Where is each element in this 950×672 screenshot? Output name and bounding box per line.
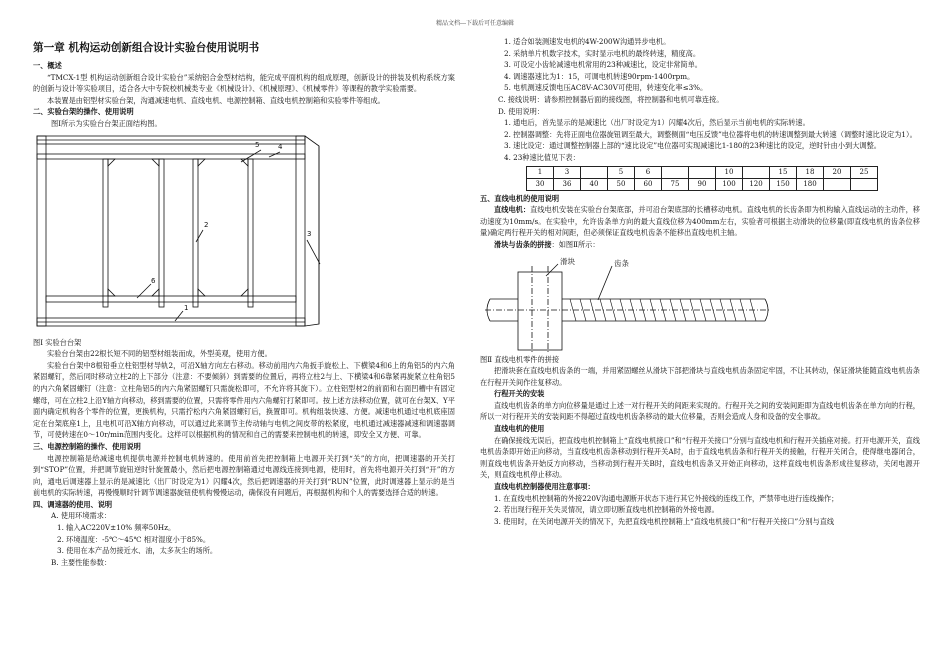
table-cell: 60	[635, 178, 662, 190]
table-cell: 25	[851, 166, 878, 178]
column	[159, 159, 164, 307]
list-item: 1. 适合如装测速发电机的4W-200W沟通异步电机。	[504, 37, 671, 46]
table-row	[527, 166, 878, 178]
list-item: 2. 环境温度：-5℃～45℃ 相对湿度小于85%。	[57, 534, 211, 544]
table-cell: 5	[608, 166, 635, 178]
page-header: 精品文档---下载后可任意编辑	[435, 20, 515, 27]
list-item: D. 使用说明：	[498, 106, 545, 116]
label-rack: 齿条	[614, 258, 629, 268]
table-cell: 18	[797, 166, 824, 178]
paragraph: 本装置是由铝型材实验台架，沟通减速电机、直线电机、电源控制箱、直线电机控制箱和实验零件等组成。	[47, 95, 385, 105]
column	[193, 159, 198, 307]
upper-crossbar	[37, 154, 305, 159]
section-heading: 三、电源控制箱的操作、使用说明	[33, 441, 141, 451]
table-cell: 30	[527, 178, 554, 190]
paragraph-text: 直线电机安装在实验台台架底部，并可沿台架底部的长槽移动电机。直线电机的长齿条即为机构输入直线运动的主动件，移动速度为10mm/s。在实验中，允许齿条单方向的最大直线位移为400mm左右，实验者可根据主动滑块的位移量(即直线电机的齿条位移量)确定两行程开关的相对间距，但必须保证直线电机齿条不能移出直线电机主轴。	[480, 205, 920, 238]
section-heading: 五、直线电机的使用说明	[480, 193, 560, 203]
table-cell	[851, 178, 878, 190]
left-column	[33, 40, 455, 568]
list-item: 1. 在直线电机控制箱的外接220V沟通电源断开状态下进行其它外接线的连线工作，严禁带电进行连线操作；	[494, 493, 839, 503]
paragraph-text: ：如图Ⅱ所示：	[551, 239, 600, 249]
figure-rack-assembly	[480, 254, 920, 354]
table-cell: 1	[527, 166, 554, 178]
paragraph: 实验台台架中8根铅垂立柱铝型材导轨2，可沿X轴方向左右移动。移动前用内六角扳手旋松上、下横梁4和6上的角铝5的内六角紧固螺钉，然后同时移动立柱2的上下部分（注意：不要倾斜）到需要的位置后，再将立柱2与上、下横梁4和6靠紧再旋紧立柱角铝5的内六角紧固螺钉（注意：立柱角铝5的内六角紧固螺钉只需旋松即可，不允许将其旋下）。立柱铝型材2的前面和右面凹槽中有固定螺母，可在立柱2上沿Y轴方向移动，移到需要的位置，只需将零件用内六角螺钉打紧即可。按上述方法移动位置，就可在台架X、Y平面内确定机构各个零件的位置，更换机构，只需拧松内六角紧固螺钉后，换置即可。机构组装快速、方便。减速电机通过电机底座固定在台架底座1上，且电机可沿X轴方向移动，可以通过此来调节主传动轴与电机之间皮带的松紧度，电机通过减速器减速和调速器调节，可使转速在0～10r/min范围内变化。这样可以根据机构的情况和自己的需要来控制电机的转速，即安全又方便、可靠。	[33, 360, 455, 440]
list-item: 1. 通电后，首先显示的是减速比（出厂时设定为1）闪耀4次后，然后显示当前电机的实际转速。	[504, 118, 810, 128]
rack-svg	[480, 254, 920, 354]
list-item: 1. 输入AC220V±10% 频率50Hz。	[57, 523, 176, 533]
list-item: 3. 使用在本产品勿接近水、油，太多灰尘的场所。	[57, 546, 218, 556]
list-item: B. 主要性能参数：	[51, 557, 112, 567]
label-slider: 滑块	[560, 256, 575, 266]
speed-ratio-table	[526, 166, 878, 191]
label-3: 3	[307, 229, 312, 238]
table-cell	[689, 166, 716, 178]
subheading: 直线电机控制器使用注意事项：	[494, 482, 595, 492]
table-cell: 75	[662, 178, 689, 190]
inline-heading: 直线电机：	[494, 205, 531, 215]
left-post	[37, 136, 46, 326]
list-item: C. 接线说明：请参照控制器后面的接线图，将控制器和电机可靠连接。	[498, 94, 724, 104]
column	[248, 159, 253, 307]
inline-heading: 滑块与齿条的拼接	[494, 239, 552, 249]
table-cell: 10	[716, 166, 743, 178]
table-cell: 90	[689, 178, 716, 190]
paragraph: 实验台台架由22根长短不同的铝型材组装而成，外型美观，使用方便。	[47, 349, 272, 359]
paragraph: 直线电机齿条的单方向位移量是通过上述一对行程开关的间距来实现的。行程开关之间的安装间距即为直线电机齿条在单方向的行程，所以一对行程开关的安装间距不得超过直线电机齿条移动的最大位移量，否则会造成人身和设备的安全事故。	[480, 400, 920, 422]
table-cell	[824, 178, 851, 190]
label-2: 2	[204, 220, 209, 229]
table-cell: 40	[581, 178, 608, 190]
column	[103, 159, 108, 307]
figure-frame-diagram	[33, 132, 455, 337]
table-cell	[743, 166, 770, 178]
table-cell: 50	[608, 178, 635, 190]
section-heading: 二、实验台架的操作、使用说明	[33, 107, 134, 117]
frame-svg	[33, 132, 455, 337]
table-cell: 100	[716, 178, 743, 190]
figure-caption: 图Ⅱ 直线电机零件的拼接	[480, 354, 560, 364]
table-cell	[662, 166, 689, 178]
list-item: 5. 电机测速反馈电压AC8V-AC30V可使用，转速变化率≤3%。	[504, 83, 708, 93]
table-title: 4. 23种速比值见下表：	[504, 152, 580, 162]
list-item: 3. 使用时，在关闭电源开关的情况下，先把直线电机控制箱上“直线电机接口”和“行程开关接口”分别与直线	[494, 516, 835, 526]
figure-caption: 图Ⅰ 实验台台架	[33, 337, 82, 347]
list-item: 2. 控制器调整：先将正面电位器旋钮调至最大，调整侧面“电压反馈”电位器将电机的转速调整到最大转速（调整时速比设定为1）。	[504, 129, 917, 139]
subheading: 直线电机的使用	[494, 424, 545, 434]
label-6: 6	[151, 276, 156, 285]
list-item: 3. 可设定小齿轮减速电机常用的23种减速比，设定非常简单。	[504, 60, 702, 70]
list-item: 3. 速比设定：通过调整控制器上部的“速比设定”电位器可实现减速比1-180的23种速比的设定，逆时针由小到大调整。	[504, 141, 881, 151]
list-item: 2. 采纳单片机数字技术，实时显示电机的最终转速，精度高。	[504, 48, 701, 58]
table-cell: 20	[824, 166, 851, 178]
chapter-title: 第一章 机构运动创新组合设计实验台使用说明书	[33, 42, 260, 54]
table-row	[527, 178, 878, 190]
table-cell: 36	[554, 178, 581, 190]
label-4: 4	[278, 142, 283, 151]
table-cell	[581, 166, 608, 178]
paragraph: 电源控制箱是给减速电机提供电源并控制电机转速的。使用前首先把控制箱上电源开关打到“关”的方向，把调速器的开关打到“STOP”位置，并把调节旋钮逆时针旋置最小，然后把电源控制箱通过电源线连接到电源，使用时，首先将电源开关打到“开”的方向，通电后调速器上显示的是减速比（出厂时设定为1）闪耀4次，然后把调速器的开关打到“RUN”位置，此时调速器上显示的是当前电机的实际转速，再慢慢顺时针调节调速器旋钮使机构慢慢运动，确保没有问题后，再根据机构和个人的需要选择合适的转速。	[33, 453, 455, 498]
figure-intro: 图Ⅰ所示为实验台台架正面结构图。	[51, 118, 162, 128]
table-cell: 180	[797, 178, 824, 190]
label-5: 5	[255, 140, 260, 149]
label-1: 1	[184, 303, 189, 312]
paragraph	[480, 239, 920, 251]
paragraph: 把滑块套在直线电机齿条的一端，并用紧固螺丝从滑块下部把滑块与直线电机齿条固定牢固，不让其转动，保证滑块能随直线电机齿条在行程开关间作往复移动。	[480, 366, 920, 387]
paragraph: 在确保接线无误后，把直线电机控制箱上“直线电机接口”和“行程开关接口”分别与直线电机和行程开关插座对接。打开电源开关，直线电机齿条即开始正向移动，当直线电机齿条移动到行程开关A时，由于直线电机齿条和行程开关的接触，行程开关闭合，使得继电器闭合，则直线电机齿条开始反方向移动，当移动到行程开关B时，直线电机齿条又开始正向移动，这样直线电机齿条形成往复移动，关闭电源开关，则直线电机停止移动。	[480, 435, 920, 480]
list-item: 2. 若出现行程开关失灵情况，请立即切断直线电机控制箱的外接电源。	[494, 505, 719, 515]
table-cell: 15	[770, 166, 797, 178]
list-item: 4. 调速器速比为1：15，可调电机转速90rpm-1400rpm。	[504, 71, 695, 81]
list-item: A. 使用环境需求：	[51, 511, 112, 521]
lower-beam	[46, 296, 296, 302]
table-cell: 6	[635, 166, 662, 178]
section-heading: 一、概述	[33, 61, 62, 70]
table-cell: 3	[554, 166, 581, 178]
paragraph	[480, 204, 920, 239]
right-column	[480, 36, 920, 527]
paragraph: “TMCX-1型 机构运动创新组合设计实验台”采纳铝合金型材结构，能完成平面机构的组成原理，创新设计的拼装及机构系统方案的创新与设计等实验项目，适合各大中专院校机械类专业《机械设计》、《机械原理》、《机械零件》等课程的教学实验需要。	[33, 72, 455, 94]
section-heading: 四、调速器的使用、说明	[33, 499, 113, 509]
table-cell: 120	[743, 178, 770, 190]
slider-block	[518, 272, 562, 350]
subheading: 行程开关的安装	[494, 389, 545, 399]
right-post	[296, 136, 305, 326]
table-cell: 150	[770, 178, 797, 190]
